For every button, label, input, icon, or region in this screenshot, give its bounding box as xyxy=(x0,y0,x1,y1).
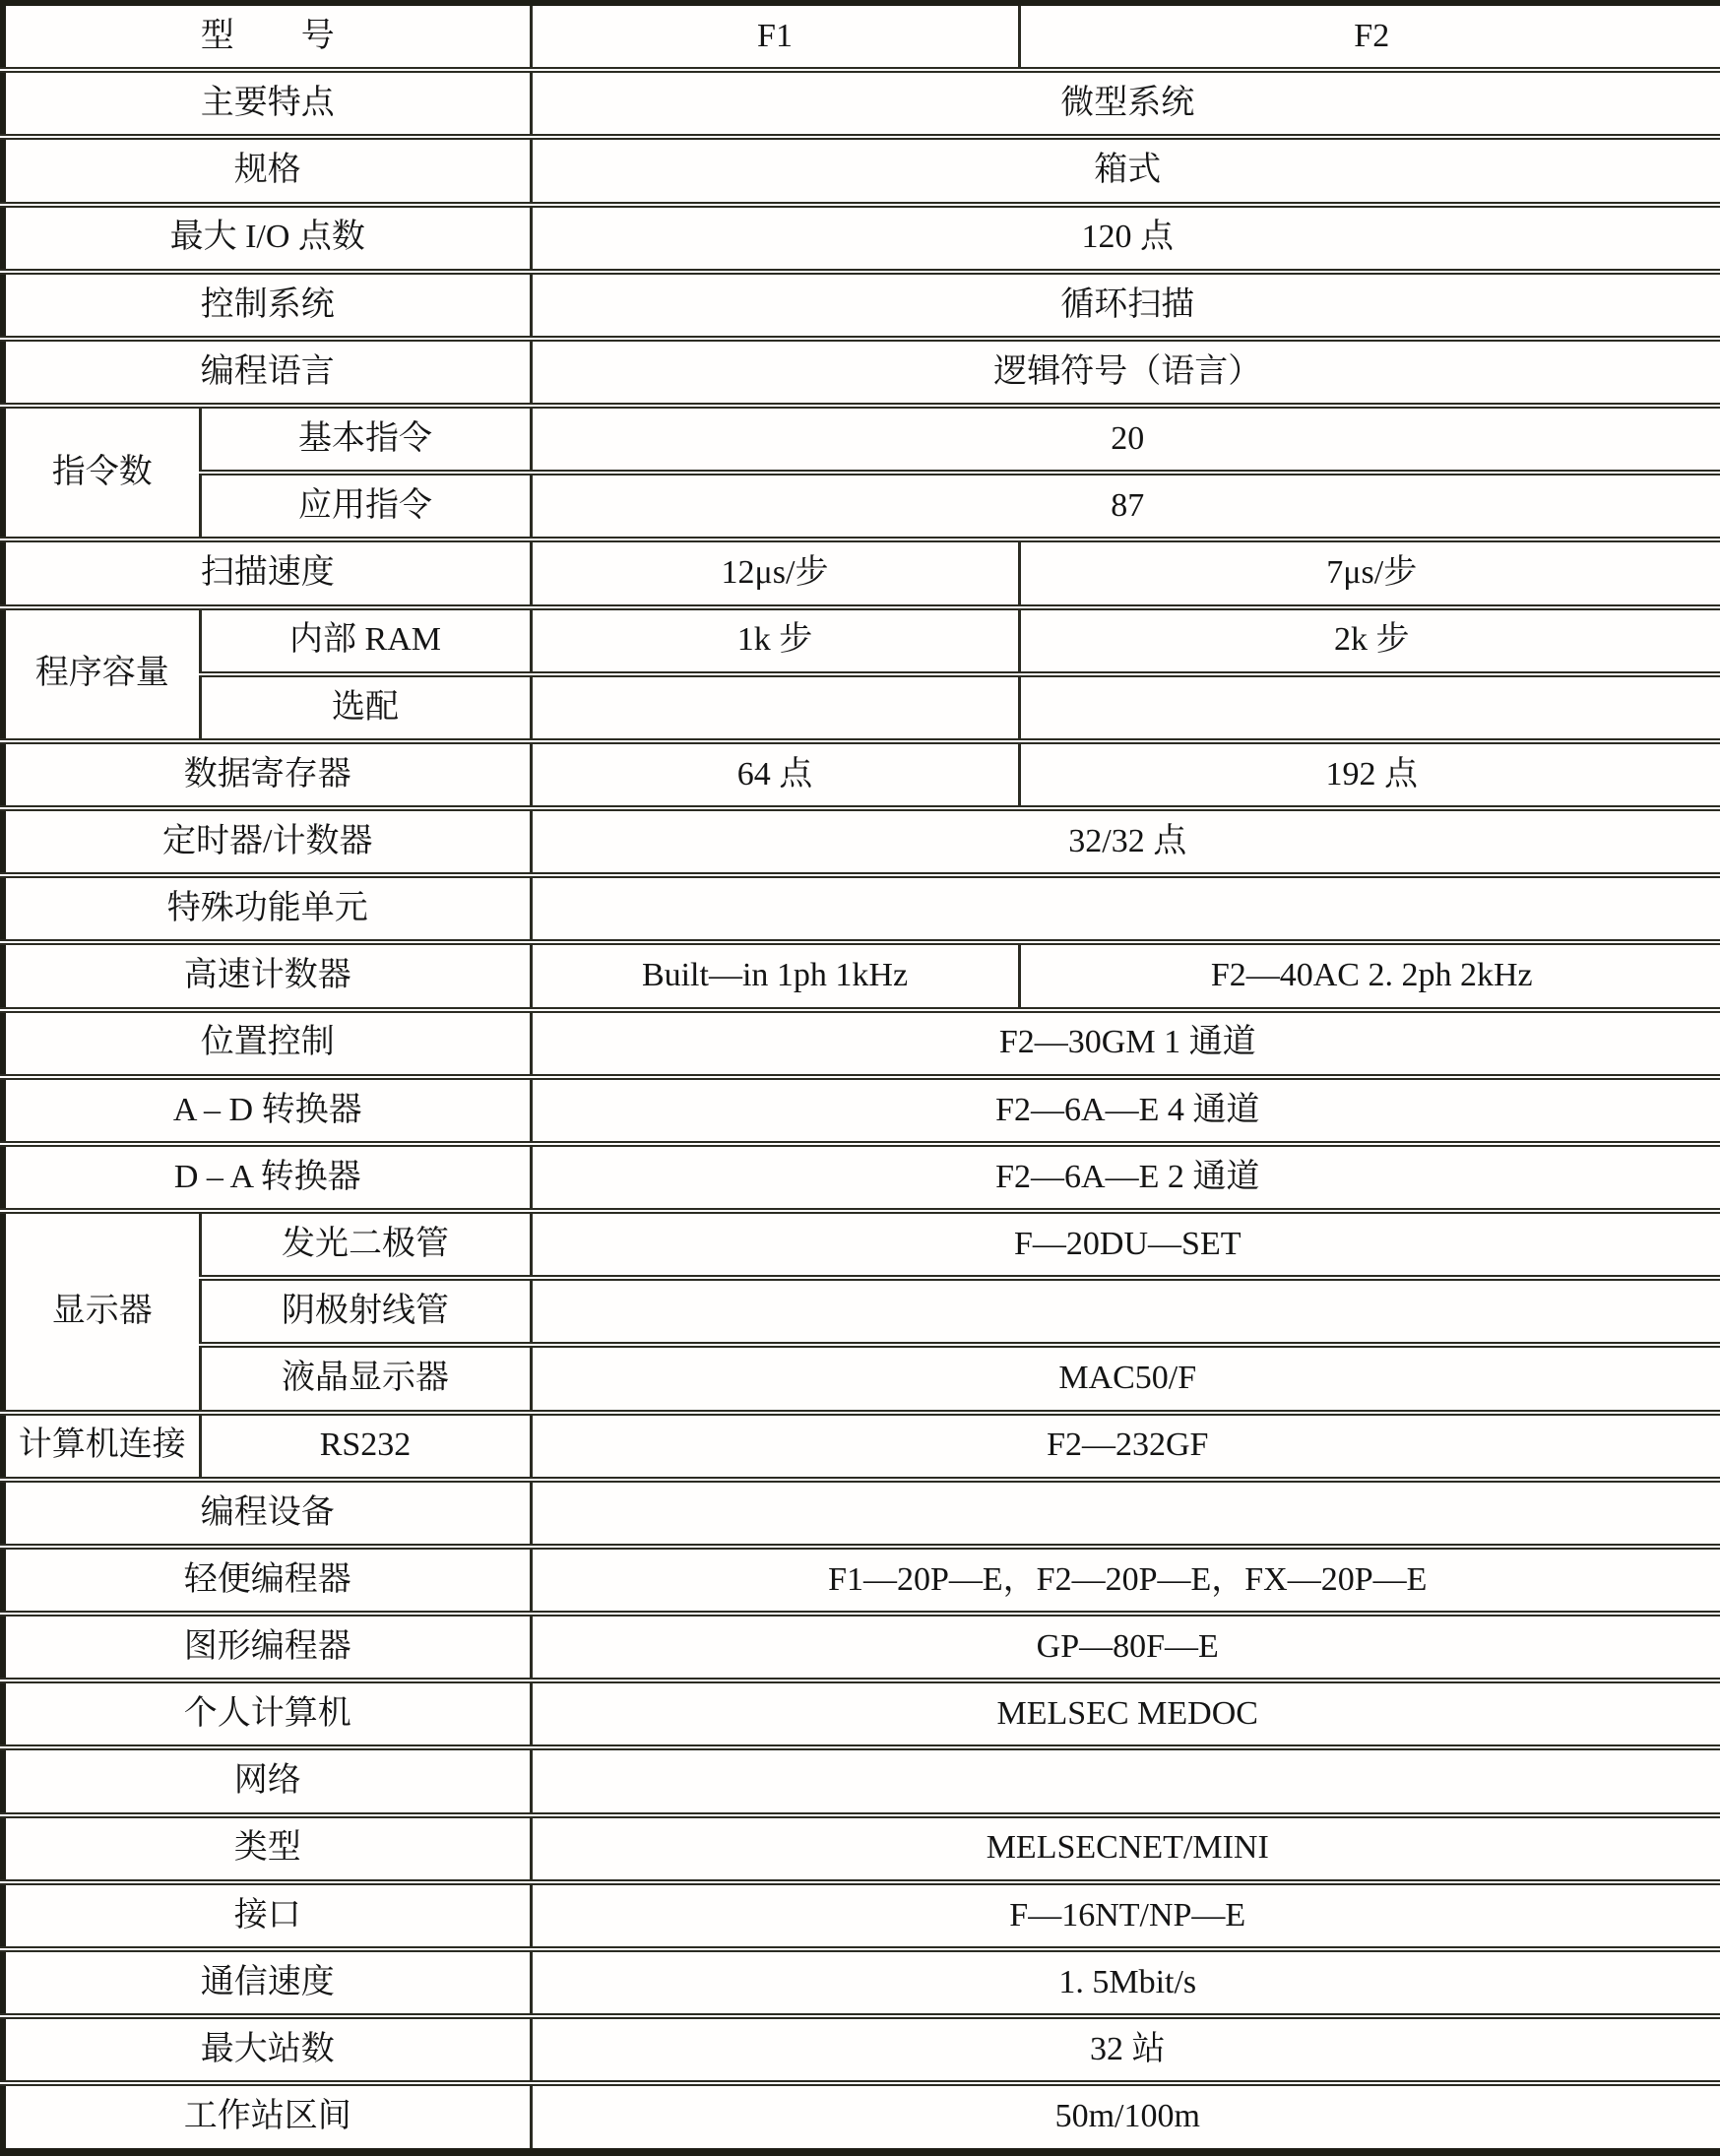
table-row-display-lcd xyxy=(3,1345,1720,1412)
row-network-value xyxy=(531,1747,1720,1814)
row-optional-memory-label: 选配 xyxy=(200,674,531,741)
row-max-io-label: 最大 I/O 点数 xyxy=(3,205,531,272)
table-row-interface xyxy=(3,1882,1720,1949)
group-instruction-count-label: 指令数 xyxy=(3,406,200,539)
row-da-converter-label: D – A 转换器 xyxy=(3,1144,531,1211)
table-row-handheld-programmer xyxy=(3,1547,1720,1614)
row-station-range-value: 50m/100m xyxy=(531,2083,1720,2152)
group-computer-link-label: 计算机连接 xyxy=(3,1413,200,1480)
row-display-lcd-value: MAC50/F xyxy=(531,1345,1720,1412)
row-programming-devices-label: 编程设备 xyxy=(3,1480,531,1547)
row-programming-devices-value xyxy=(531,1480,1720,1547)
row-graphic-programmer-label: 图形编程器 xyxy=(3,1614,531,1680)
table-row-da-converter xyxy=(3,1144,1720,1211)
row-scan-speed-label: 扫描速度 xyxy=(3,539,531,606)
header-model-label: 型 号 xyxy=(3,3,531,70)
table-row-internal-ram xyxy=(3,607,1720,674)
table-row-main-features xyxy=(3,70,1720,137)
row-data-registers-f2: 192 点 xyxy=(1019,741,1720,808)
table-row-programming-devices xyxy=(3,1480,1720,1547)
table-row-scan-speed xyxy=(3,539,1720,606)
row-ad-converter-value: F2—6A—E 4 通道 xyxy=(531,1077,1720,1144)
row-da-converter-value: F2—6A—E 2 通道 xyxy=(531,1144,1720,1211)
table-row-max-stations xyxy=(3,2016,1720,2083)
row-internal-ram-label: 内部 RAM xyxy=(200,607,531,674)
group-display-label: 显示器 xyxy=(3,1211,200,1413)
row-special-function-units-label: 特殊功能单元 xyxy=(3,875,531,942)
row-display-lcd-label: 液晶显示器 xyxy=(200,1345,531,1412)
table-row-network-type xyxy=(3,1815,1720,1882)
row-position-control-value: F2—30GM 1 通道 xyxy=(531,1010,1720,1077)
table-row-optional-memory xyxy=(3,674,1720,741)
row-interface-value: F—16NT/NP—E xyxy=(531,1882,1720,1949)
row-scan-speed-f1: 12μs/步 xyxy=(531,539,1019,606)
row-timers-counters-value: 32/32 点 xyxy=(531,808,1720,875)
row-data-registers-f1: 64 点 xyxy=(531,741,1019,808)
row-network-label: 网络 xyxy=(3,1747,531,1814)
row-basic-instructions-label: 基本指令 xyxy=(200,406,531,473)
table-row-control-system xyxy=(3,272,1720,339)
header-f1: F1 xyxy=(531,3,1019,70)
row-ad-converter-label: A – D 转换器 xyxy=(3,1077,531,1144)
table-row-data-registers xyxy=(3,741,1720,808)
row-interface-label: 接口 xyxy=(3,1882,531,1949)
row-personal-computer-value: MELSEC MEDOC xyxy=(531,1680,1720,1747)
table-row-station-range xyxy=(3,2083,1720,2152)
table-row-position-control xyxy=(3,1010,1720,1077)
row-spec-label: 规格 xyxy=(3,137,531,204)
row-spec-value: 箱式 xyxy=(531,137,1720,204)
row-comm-speed-value: 1. 5Mbit/s xyxy=(531,1949,1720,2016)
row-max-io-value: 120 点 xyxy=(531,205,1720,272)
table-row-programming-language xyxy=(3,339,1720,406)
row-internal-ram-f2: 2k 步 xyxy=(1019,607,1720,674)
row-applied-instructions-value: 87 xyxy=(531,473,1720,539)
table-row-special-function-units xyxy=(3,875,1720,942)
row-display-led-label: 发光二极管 xyxy=(200,1211,531,1278)
row-applied-instructions-label: 应用指令 xyxy=(200,473,531,539)
table-row-ad-converter xyxy=(3,1077,1720,1144)
row-comm-speed-label: 通信速度 xyxy=(3,1949,531,2016)
table-row-basic-instructions xyxy=(3,406,1720,473)
table-row-personal-computer xyxy=(3,1680,1720,1747)
table-row-max-io xyxy=(3,205,1720,272)
row-control-system-label: 控制系统 xyxy=(3,272,531,339)
row-optional-memory-f2 xyxy=(1019,674,1720,741)
row-rs232-label: RS232 xyxy=(200,1413,531,1480)
row-scan-speed-f2: 7μs/步 xyxy=(1019,539,1720,606)
row-main-features-label: 主要特点 xyxy=(3,70,531,137)
row-rs232-value: F2—232GF xyxy=(531,1413,1720,1480)
table-row-rs232 xyxy=(3,1413,1720,1480)
table-row-high-speed-counter xyxy=(3,942,1720,1009)
row-network-type-label: 类型 xyxy=(3,1815,531,1882)
header-f2: F2 xyxy=(1019,3,1720,70)
row-display-crt-value xyxy=(531,1278,1720,1345)
table-row-network xyxy=(3,1747,1720,1814)
table-row-applied-instructions xyxy=(3,473,1720,539)
row-display-crt-label: 阴极射线管 xyxy=(200,1278,531,1345)
row-max-stations-value: 32 站 xyxy=(531,2016,1720,2083)
row-position-control-label: 位置控制 xyxy=(3,1010,531,1077)
row-handheld-programmer-value: F1—20P—E，F2—20P—E，FX—20P—E xyxy=(531,1547,1720,1614)
row-station-range-label: 工作站区间 xyxy=(3,2083,531,2152)
row-network-type-value: MELSECNET/MINI xyxy=(531,1815,1720,1882)
row-timers-counters-label: 定时器/计数器 xyxy=(3,808,531,875)
row-programming-language-label: 编程语言 xyxy=(3,339,531,406)
table-row-timers-counters xyxy=(3,808,1720,875)
row-display-led-value: F—20DU—SET xyxy=(531,1211,1720,1278)
row-high-speed-counter-f2: F2—40AC 2. 2ph 2kHz xyxy=(1019,942,1720,1009)
row-high-speed-counter-label: 高速计数器 xyxy=(3,942,531,1009)
row-graphic-programmer-value: GP—80F—E xyxy=(531,1614,1720,1680)
table-row-model xyxy=(3,3,1720,70)
row-control-system-value: 循环扫描 xyxy=(531,272,1720,339)
row-programming-language-value: 逻辑符号（语言） xyxy=(531,339,1720,406)
row-special-function-units-value xyxy=(531,875,1720,942)
group-program-capacity-label: 程序容量 xyxy=(3,607,200,741)
table-row-display-crt xyxy=(3,1278,1720,1345)
row-high-speed-counter-f1: Built—in 1ph 1kHz xyxy=(531,942,1019,1009)
row-handheld-programmer-label: 轻便编程器 xyxy=(3,1547,531,1614)
row-internal-ram-f1: 1k 步 xyxy=(531,607,1019,674)
row-max-stations-label: 最大站数 xyxy=(3,2016,531,2083)
row-basic-instructions-value: 20 xyxy=(531,406,1720,473)
row-data-registers-label: 数据寄存器 xyxy=(3,741,531,808)
row-personal-computer-label: 个人计算机 xyxy=(3,1680,531,1747)
table-row-display-led xyxy=(3,1211,1720,1278)
table-row-comm-speed xyxy=(3,1949,1720,2016)
row-optional-memory-f1 xyxy=(531,674,1019,741)
row-main-features-value: 微型系统 xyxy=(531,70,1720,137)
table-row-spec xyxy=(3,137,1720,204)
table-row-graphic-programmer xyxy=(3,1614,1720,1680)
